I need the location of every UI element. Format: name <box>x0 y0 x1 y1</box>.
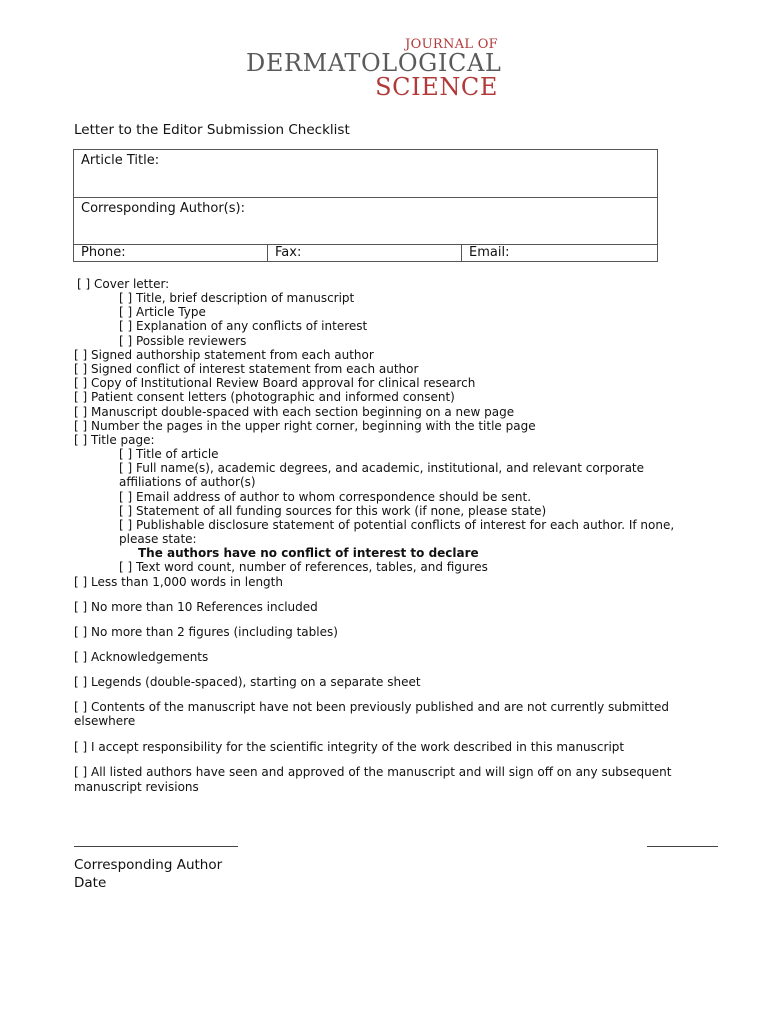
contact-row <box>74 245 657 261</box>
checklist-item[interactable]: [ ] Signed conflict of interest statement from each author <box>74 362 419 376</box>
checklist-item[interactable]: [ ] Publishable disclosure statement of potential conflicts of interest for each author. If none, <box>119 518 675 532</box>
checklist-item[interactable]: [ ] Explanation of any conflicts of interest <box>119 319 368 333</box>
checklist-item[interactable]: [ ] I accept responsibility for the scientific integrity of the work described in this manuscript <box>74 740 625 754</box>
conflict-statement: The authors have no conflict of interest to declare <box>138 546 479 560</box>
checklist-item[interactable]: [ ] Article Type <box>119 305 206 319</box>
journal-logo <box>246 35 502 101</box>
checklist-item[interactable]: [ ] No more than 10 References included <box>74 600 318 614</box>
checklist-item[interactable]: [ ] Email address of author to whom correspondence should be sent. <box>119 490 532 504</box>
phone-field[interactable] <box>74 245 268 261</box>
checklist-item[interactable]: [ ] Number the pages in the upper right corner, beginning with the title page <box>74 419 536 433</box>
email-field[interactable] <box>462 245 657 261</box>
checklist-item[interactable]: [ ] No more than 2 figures (including tables) <box>74 625 338 639</box>
checklist-item-continued: affiliations of author(s) <box>119 475 256 489</box>
checklist-item[interactable]: [ ] Title of article <box>119 447 219 461</box>
checklist-item-continued: manuscript revisions <box>74 780 199 794</box>
checklist-item[interactable]: [ ] Contents of the manuscript have not been previously published and are not currently submitted <box>74 700 669 714</box>
author-signature-line[interactable] <box>74 846 238 847</box>
fax-label: Fax: <box>275 245 302 260</box>
checklist-item[interactable]: [ ] Less than 1,000 words in length <box>74 575 283 589</box>
checklist-item[interactable]: [ ] Cover letter: <box>77 277 170 291</box>
author-info-form <box>73 149 658 262</box>
checklist-item[interactable]: [ ] Title page: <box>74 433 155 447</box>
corresponding-authors-label: Corresponding Author(s): <box>81 201 245 216</box>
corresponding-author-label: Corresponding Author <box>74 857 223 873</box>
email-label: Email: <box>469 245 510 260</box>
checklist-item[interactable]: [ ] Legends (double-spaced), starting on a separate sheet <box>74 675 421 689</box>
checklist-item[interactable]: [ ] Text word count, number of references, tables, and figures <box>119 560 488 574</box>
checklist-item[interactable]: [ ] Acknowledgements <box>74 650 209 664</box>
fax-field[interactable] <box>268 245 462 261</box>
checklist-item-continued: elsewhere <box>74 714 136 728</box>
date-label: Date <box>74 875 107 891</box>
checklist-item[interactable]: [ ] All listed authors have seen and approved of the manuscript and will sign off on any subsequent <box>74 765 672 779</box>
logo-line-science: SCIENCE <box>375 73 498 101</box>
checklist-item[interactable]: [ ] Full name(s), academic degrees, and academic, institutional, and relevant corporate <box>119 461 645 475</box>
logo-line-dermatological: DERMATOLOGICAL <box>246 49 502 77</box>
phone-label: Phone: <box>81 245 126 260</box>
checklist-item[interactable]: [ ] Patient consent letters (photographic and informed consent) <box>74 390 455 404</box>
checklist-item[interactable]: [ ] Title, brief description of manuscript <box>119 291 355 305</box>
checklist-item-continued: please state: <box>119 532 197 546</box>
page-title: Letter to the Editor Submission Checklist <box>74 122 350 138</box>
checklist-item[interactable]: [ ] Copy of Institutional Review Board approval for clinical research <box>74 376 476 390</box>
checklist-item[interactable]: [ ] Signed authorship statement from each author <box>74 348 374 362</box>
checklist-item[interactable]: [ ] Possible reviewers <box>119 334 247 348</box>
date-signature-line[interactable] <box>647 846 718 847</box>
logo-line-journal-of: JOURNAL OF <box>405 37 498 52</box>
corresponding-authors-field[interactable] <box>74 198 657 245</box>
checklist-item[interactable]: [ ] Manuscript double-spaced with each section beginning on a new page <box>74 405 515 419</box>
article-title-field[interactable] <box>74 150 657 198</box>
article-title-label: Article Title: <box>81 153 160 168</box>
checklist-item[interactable]: [ ] Statement of all funding sources for this work (if none, please state) <box>119 504 547 518</box>
